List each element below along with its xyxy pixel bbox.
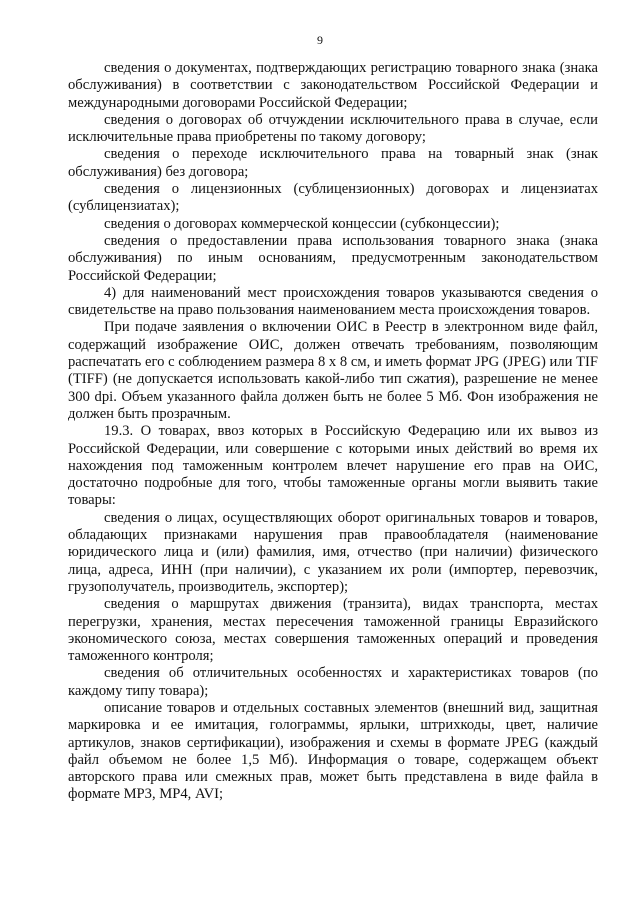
paragraph-other-grounds: сведения о предоставлении права использования товарного знака (знака обслуживания) по иным основаниям, предусмотренным законодательством Российской Федерации; [68, 232, 598, 284]
paragraph-persons-info: сведения о лицах, осуществляющих оборот оригинальных товаров и товаров, обладающих признаками нарушения прав правообладателя (наименование юридического лица и (или) фамилия, имя, отчество (при наличии) физического лица, адреса, ИНН (при наличии), с указанием их роли (импортер, перевозчик, грузополучатель, производитель, экспортер); [68, 509, 598, 595]
paragraph-license-agreements: сведения о лицензионных (сублицензионных) договорах и лицензиатах (сублицензиатах); [68, 181, 598, 215]
paragraph-trademark-registration-docs: сведения о документах, подтверждающих регистрацию товарного знака (знака обслуживания) в соответствии с законодательством Российской Федерации и международными договорами Российской Федерации; [68, 60, 598, 111]
paragraph-19-3-goods: 19.3. О товарах, ввоз которых в Российскую Федерацию или их вывоз из Российской Федерации, или совершение с которыми иных действий во время их нахождения под таможенным контролем влечет нарушение его прав на ОИС, достаточно подробные для того, чтобы таможенные органы могли выявить такие товары: [68, 423, 598, 509]
paragraph-alienation-agreements: сведения о договорах об отчуждении исключительного права в случае, если исключительные права приобретены по такому договору; [68, 111, 598, 146]
paragraph-distinctive-features: сведения об отличительных особенностях и характеристиках товаров (по каждому типу товара); [68, 665, 598, 699]
page-number: 9 [317, 33, 323, 47]
paragraph-appellations-of-origin: 4) для наименований мест происхождения товаров указываются сведения о свидетельстве на право пользования наименованием места происхождения товаров. [68, 284, 598, 319]
document-body [68, 60, 598, 804]
paragraph-goods-description: описание товаров и отдельных составных элементов (внешний вид, защитная маркировка и ее имитация, голограммы, ярлыки, штрихкоды, цвет, наличие артикулов, знаков сертификации), изображения и схемы в формате JPEG (каждый файл объемом не более 1,5 Мб). Информация о товаре, содержащем объект авторского права или смежных прав, может быть представлена в виде файла в формате МР3, МР4, AVI; [68, 699, 598, 803]
paragraph-routes-info: сведения о маршрутах движения (транзита), видах транспорта, местах перегрузки, хранения, местах пересечения таможенной границы Евразийского экономического союза, местах совершения таможенных операций и проведения таможенного контроля; [68, 596, 598, 665]
paragraph-transfer-without-agreement: сведения о переходе исключительного права на товарный знак (знак обслуживания) без договора; [68, 146, 598, 180]
paragraph-concession-agreements: сведения о договорах коммерческой концессии (субконцессии); [104, 215, 500, 232]
paragraph-electronic-image-requirements: При подаче заявления о включении ОИС в Реестр в электронном виде файл, содержащий изображение ОИС, должен отвечать требованиям, позволяющим распечатать его с соблюдением размера 8 х 8 см, и иметь формат JPG (JPEG) или TIF (TIFF) (не допускается использовать какой-либо тип сжатия), разрешение не менее 300 dpi. Объем указанного файла должен быть не более 5 Мб. Фон изображения не должен быть прозрачным. [68, 319, 598, 422]
